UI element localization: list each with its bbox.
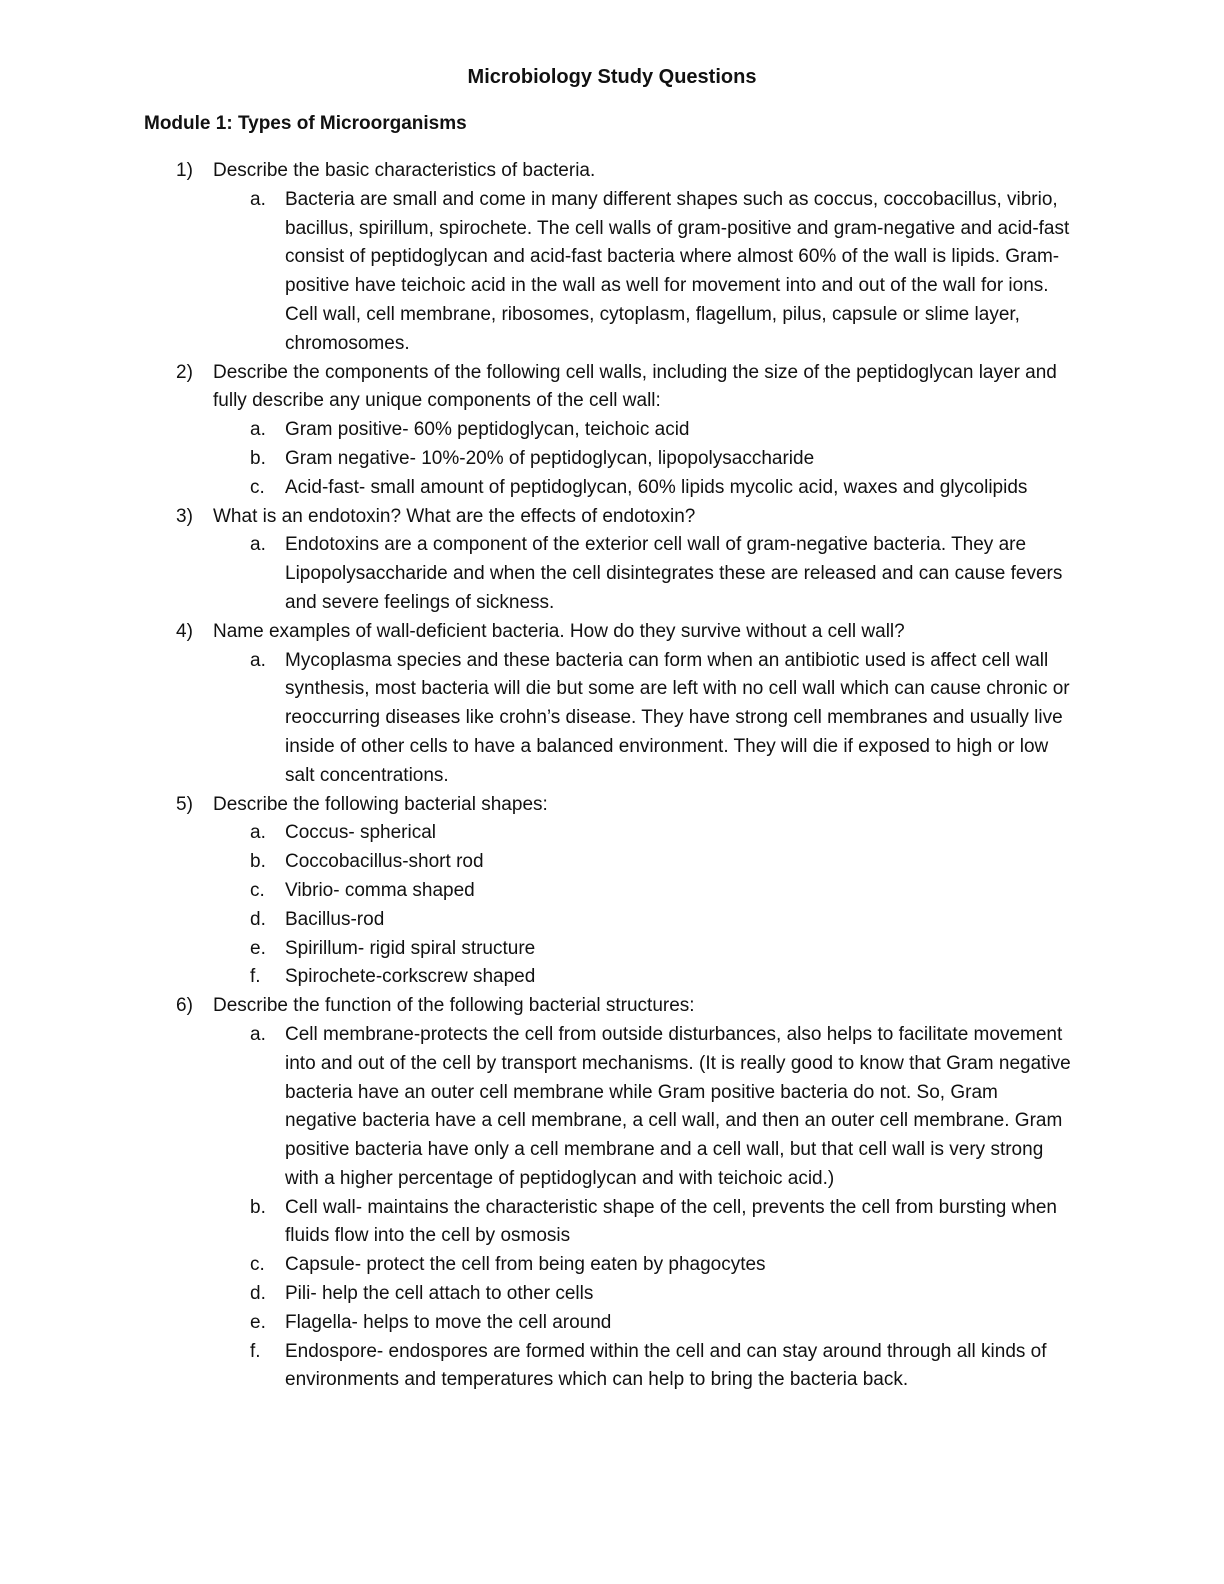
answer-item: [0, 474, 1224, 503]
answer-item: [0, 416, 1224, 445]
question-text: Describe the following bacterial shapes:: [213, 793, 548, 815]
answer-item: [0, 1021, 1224, 1194]
answer-text: Mycoplasma species and these bacteria can form when an antibiotic used is affect cell wall synthesis, most bacteria will die but some are left with no cell wall which can cause chronic or reoccurring diseases like crohn’s disease. They have strong cell membranes and usually live inside of other cells to have a balanced environment. They will die if exposed to high or low salt concentrations.: [285, 649, 1070, 786]
question-list: [0, 157, 1224, 1395]
answer-text: Spirochete-corkscrew shaped: [285, 966, 536, 988]
answer-item: [0, 848, 1224, 877]
question-number: 3): [176, 505, 193, 527]
answer-text: Pili- help the cell attach to other cells: [285, 1283, 594, 1305]
answer-letter: c.: [250, 879, 265, 901]
question-number: 1): [176, 160, 193, 181]
answer-letter: d.: [250, 908, 266, 930]
module-heading: Module 1: Types of Microorganisms: [144, 113, 467, 134]
answer-letter: f.: [250, 966, 261, 988]
answer-letter: a.: [250, 534, 266, 556]
answer-text: Spirillum- rigid spiral structure: [285, 937, 536, 959]
question-item: [0, 618, 1224, 647]
question-text: Describe the components of the following cell walls, including the size of the peptidoglycan layer and fully describe any unique components of the cell wall:: [213, 361, 1057, 412]
answer-letter: b.: [250, 851, 266, 873]
answer-letter: b.: [250, 447, 266, 469]
question-number: 4): [176, 620, 193, 642]
question-item: [0, 992, 1224, 1021]
answer-item: [0, 186, 1224, 359]
answer-text: Cell membrane-protects the cell from outside disturbances, also helps to facilitate movement into and out of the cell by transport mechanisms. (It is really good to know that Gram negative bacteria have an outer cell membrane while Gram positive bacteria do not. So, Gram negative bacteria have a cell membrane, a cell wall, and then an outer cell membrane. Gram positive bacteria have only a cell membrane and a cell wall, but that cell wall is very strong with a higher percentage of peptidoglycan and with teichoic acid.): [285, 1023, 1071, 1189]
answer-text: Coccobacillus-short rod: [285, 851, 484, 873]
answer-item: [0, 877, 1224, 906]
answer-item: [0, 935, 1224, 964]
answer-text: Flagella- helps to move the cell around: [285, 1311, 612, 1333]
answer-letter: f.: [250, 1340, 261, 1362]
answer-letter: e.: [250, 937, 266, 959]
question-item: [0, 503, 1224, 532]
answer-letter: c.: [250, 1254, 265, 1276]
answer-text: Capsule- protect the cell from being eaten by phagocytes: [285, 1254, 766, 1276]
answer-letter: b.: [250, 1196, 266, 1218]
question-text: Describe the basic characteristics of bacteria.: [213, 160, 596, 181]
question-text: Name examples of wall-deficient bacteria. How do they survive without a cell wall?: [213, 620, 905, 642]
answer-item: [0, 819, 1224, 848]
answer-letter: a.: [250, 649, 266, 671]
question-text: What is an endotoxin? What are the effects of endotoxin?: [213, 505, 696, 527]
answer-text: Gram positive- 60% peptidoglycan, teichoic acid: [285, 419, 690, 441]
answer-letter: d.: [250, 1283, 266, 1305]
answer-item: [0, 647, 1224, 791]
question-item: [0, 791, 1224, 820]
answer-text: Endotoxins are a component of the exterior cell wall of gram-negative bacteria. They are Lipopolysaccharide and when the cell disintegrates these are released and can cause fevers and severe feelings of sickness.: [285, 534, 1063, 613]
answer-item: [0, 906, 1224, 935]
answer-text: Acid-fast- small amount of peptidoglycan, 60% lipids mycolic acid, waxes and glycolipids: [285, 476, 1028, 498]
question-number: 5): [176, 793, 193, 815]
question-item: [0, 359, 1224, 417]
answer-text: Cell wall- maintains the characteristic shape of the cell, prevents the cell from bursting when fluids flow into the cell by osmosis: [285, 1196, 1057, 1247]
answer-letter: a.: [250, 1023, 266, 1045]
answer-text: Endospore- endospores are formed within the cell and can stay around through all kinds of environments and temperatures which can help to bring the bacteria back.: [285, 1340, 1047, 1391]
answer-text: Vibrio- comma shaped: [285, 879, 475, 901]
question-text: Describe the function of the following bacterial structures:: [213, 995, 695, 1017]
question-item: [0, 157, 1224, 186]
question-number: 2): [176, 361, 193, 383]
answer-item: [0, 531, 1224, 617]
answer-letter: a.: [250, 822, 266, 844]
answer-letter: e.: [250, 1311, 266, 1333]
answer-letter: a.: [250, 419, 266, 441]
answer-item: [0, 445, 1224, 474]
answer-item: [0, 1338, 1224, 1396]
answer-item: [0, 1309, 1224, 1338]
answer-item: [0, 1194, 1224, 1252]
answer-text: Bacillus-rod: [285, 908, 385, 930]
answer-text: Coccus- spherical: [285, 822, 436, 844]
answer-item: [0, 1251, 1224, 1280]
answer-text: Gram negative- 10%-20% of peptidoglycan, lipopolysaccharide: [285, 447, 815, 469]
document-title: Microbiology Study Questions: [467, 66, 757, 88]
question-number: 6): [176, 995, 193, 1017]
answer-item: [0, 1280, 1224, 1309]
answer-text: Bacteria are small and come in many different shapes such as coccus, coccobacillus, vibrio, bacillus, spirillum, spirochete. The cell walls of gram-positive and gram-negative and acid-fast consist of peptidoglycan and acid-fast bacteria where almost 60% of the wall is lipids. Gram-positive have teichoic acid in the wall as well for movement into and out of the wall for ions. Cell wall, cell membrane, ribosomes, cytoplasm, flagellum, pilus, capsule or slime layer, chromosomes.: [285, 188, 1070, 354]
answer-item: [0, 963, 1224, 992]
answer-letter: a.: [250, 188, 266, 210]
answer-letter: c.: [250, 476, 265, 498]
